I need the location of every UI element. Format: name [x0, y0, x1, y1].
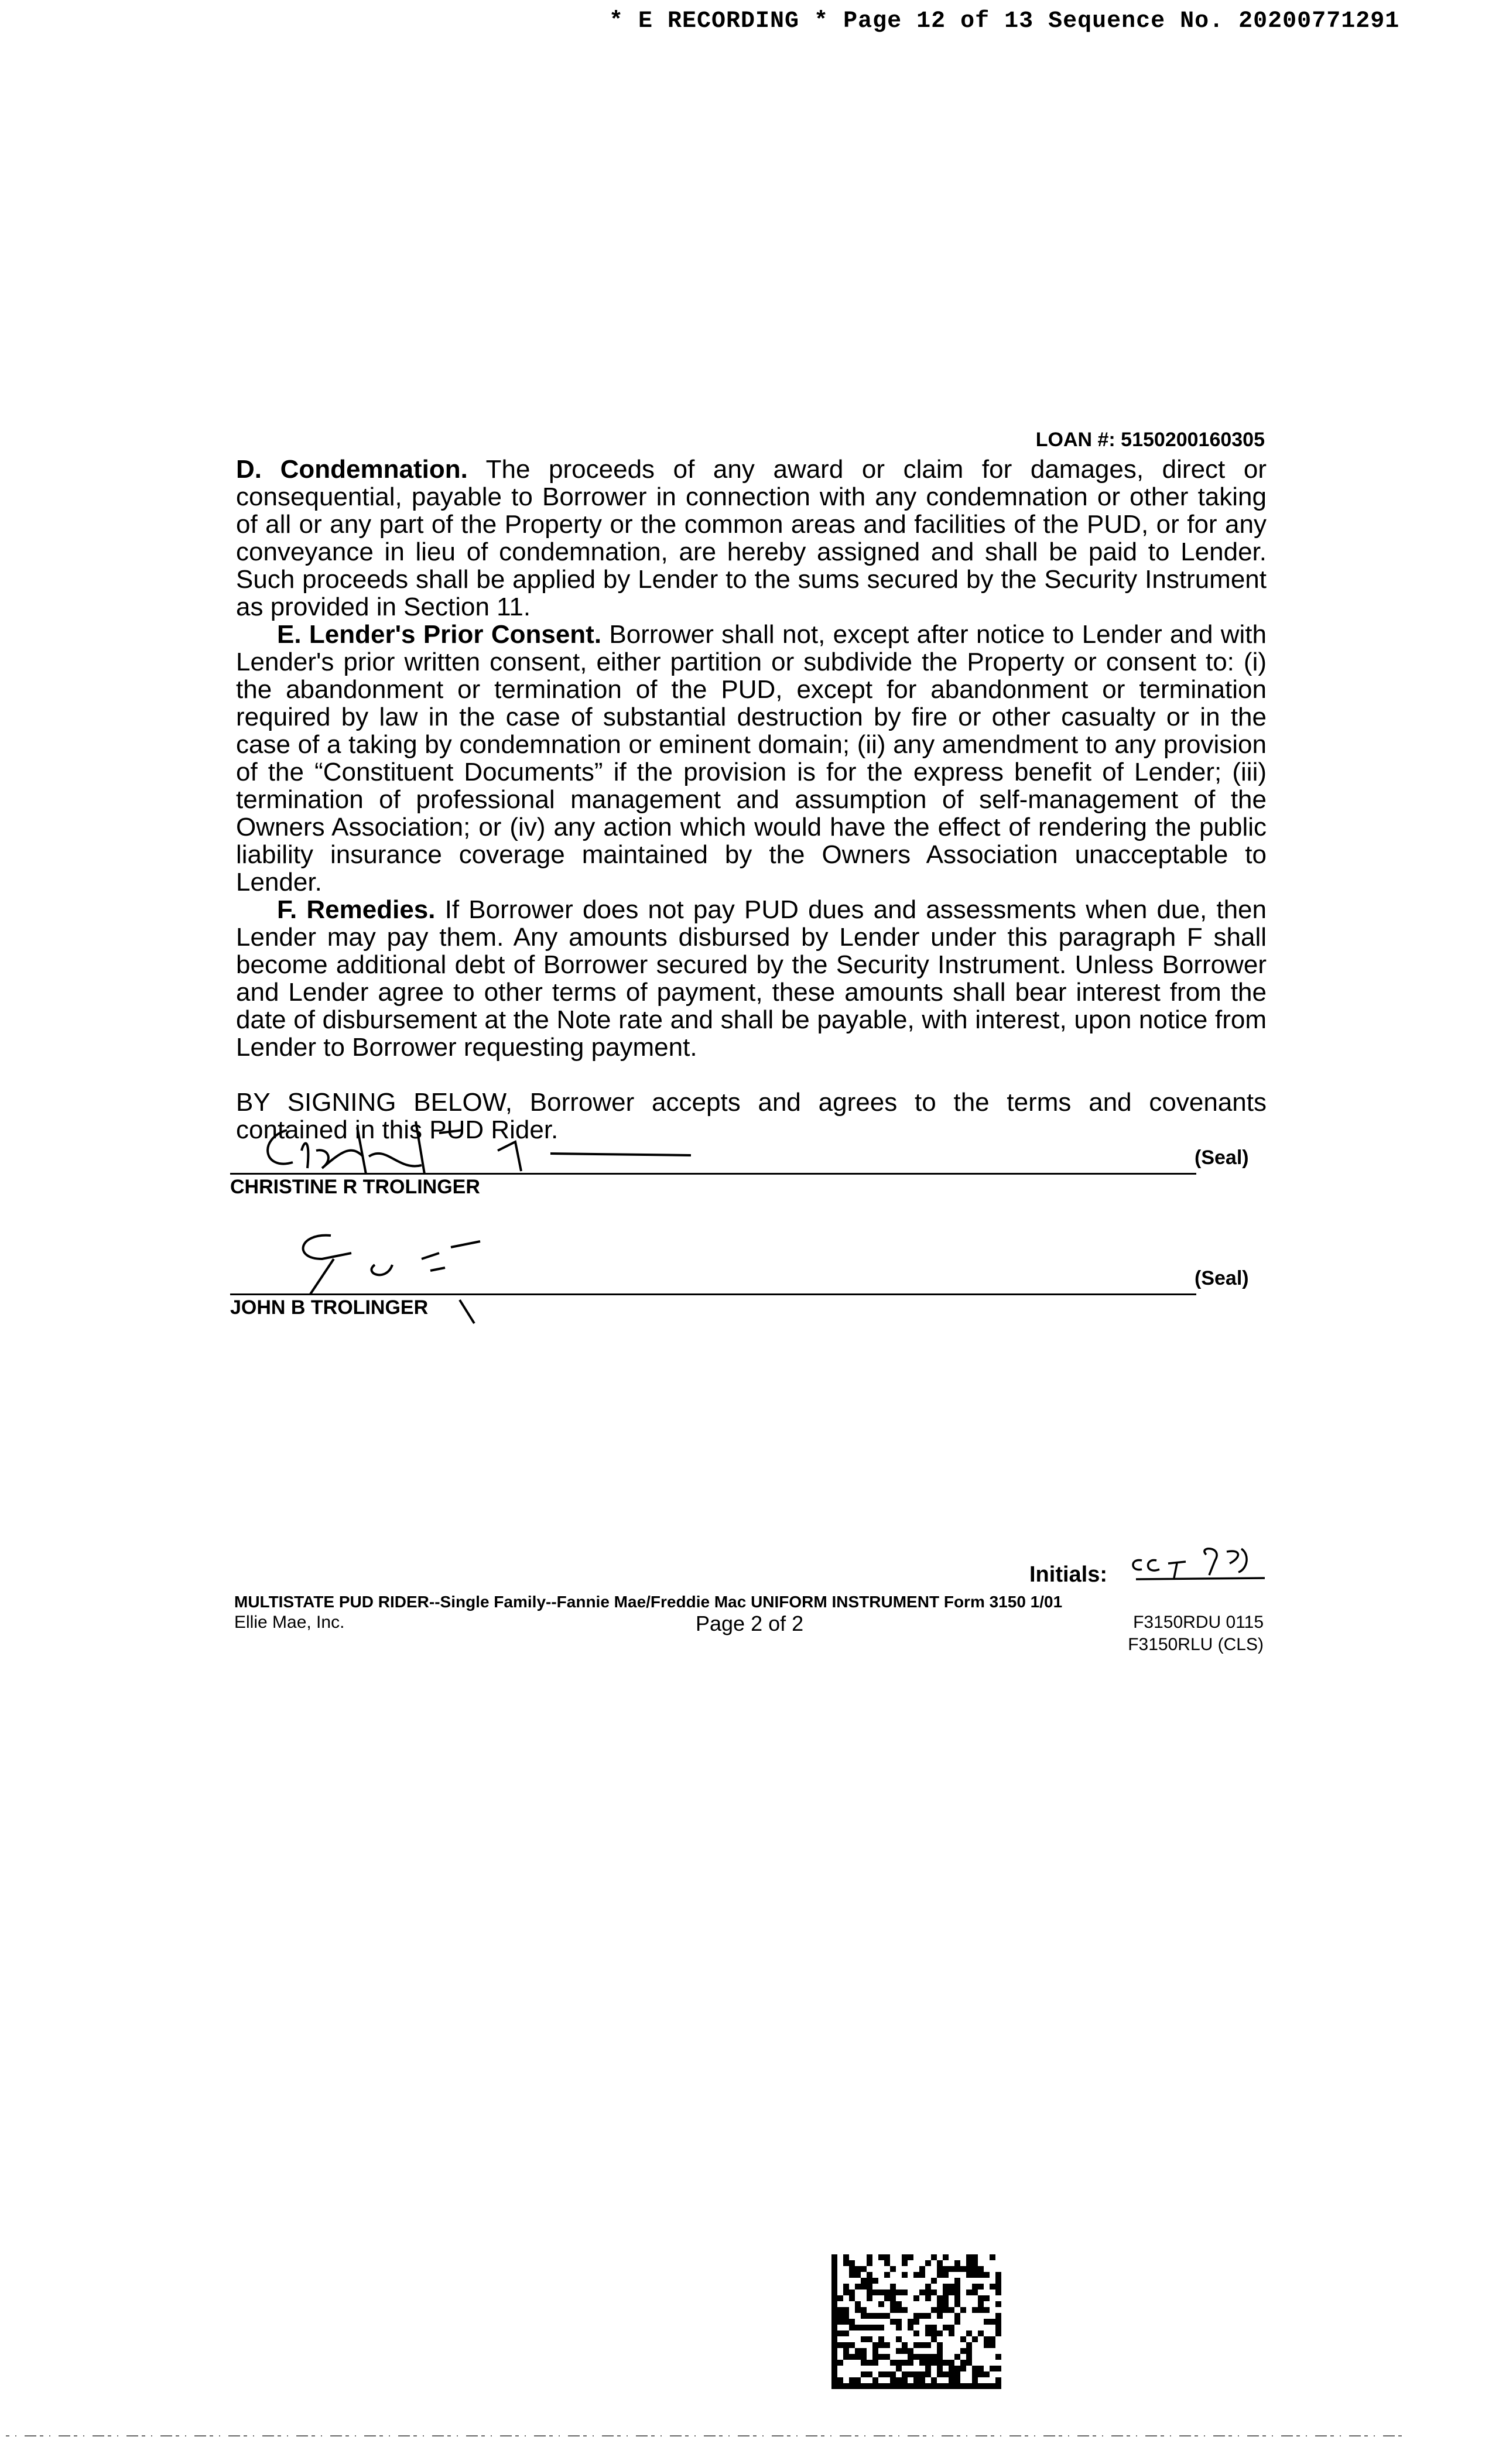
section-d [236, 456, 1267, 621]
signature-line-2 [230, 1293, 1196, 1295]
section-d-heading: D. Condemnation. [236, 455, 468, 484]
signature-line-1 [230, 1173, 1196, 1175]
document-body [236, 456, 1267, 1144]
form-code-2: F3150RLU (CLS) [1128, 1635, 1264, 1654]
initials-marks [1124, 1537, 1271, 1584]
section-f [236, 896, 1267, 1061]
form-code-1: F3150RDU 0115 [1133, 1613, 1264, 1632]
signer-name-1: CHRISTINE R TROLINGER [230, 1176, 480, 1198]
seal-1: (Seal) [1195, 1147, 1249, 1169]
recording-header: * E RECORDING * Page 12 of 13 Sequence No. 20200771291 [609, 8, 1400, 35]
section-f-text: If Borrower does not pay PUD dues and assessments when due, then Lender may pay them. Any amounts disbursed by Lender under this paragraph F shall become additional debt of Borrower secured by the Security Instrument. Unless Borrower and Lender agree to other terms of payment, these amounts shall bear interest from the date of disbursement at the Note rate and shall be payable, with interest, upon notice from Lender to Borrower requesting payment. [236, 895, 1267, 1062]
section-e-heading: E. Lender's Prior Consent. [277, 620, 602, 649]
loan-number: LOAN #: 5150200160305 [1035, 429, 1265, 451]
barcode-image [831, 2254, 1001, 2389]
signature-christine [246, 1115, 773, 1180]
signer-name-2: JOHN B TROLINGER [230, 1296, 429, 1319]
section-e-text: Borrower shall not, except after notice to Lender and with Lender's prior written consent, either partition or subdivide the Property or consent to: (i) the abandonment or termination of the PUD, except for abandonment or termination required by law in the case of substantial destruction by fire or other casualty or in the case of a taking by condemnation or eminent domain; (ii) any amendment to any provision of the “Constituent Documents” if the provision is for the express benefit of Lender; (iii) termination of professional management and assumption of self-management of the Owners Association; or (iv) any action which would have the effect of rendering the public liability insurance coverage maintained by the Owners Association unacceptable to Lender. [236, 620, 1267, 896]
scan-artifacts [0, 2430, 1499, 2442]
section-d-text: The proceeds of any award or claim for damages, direct or consequential, payable to Borrower in connection with any condemnation or other taking of all or any part of the Property or the common areas and facilities of the PUD, or for any conveyance in lieu of condemnation, are hereby assigned and shall be paid to Lender. Such proceeds shall be applied by Lender to the sums secured by the Security Instrument as provided in Section 11. [236, 455, 1267, 621]
initials-label: Initials: [1029, 1562, 1108, 1587]
company-name: Ellie Mae, Inc. [234, 1613, 345, 1632]
page-number: Page 2 of 2 [696, 1611, 804, 1635]
form-title: MULTISTATE PUD RIDER--Single Family--Fannie Mae/Freddie Mac UNIFORM INSTRUMENT Form 3150 1/01 [234, 1593, 1063, 1611]
section-e [236, 621, 1267, 896]
signing-statement: BY SIGNING BELOW, Borrower accepts and agrees to the terms and covenants contained in this PUD Rider. [236, 1088, 1267, 1144]
seal-2: (Seal) [1195, 1267, 1249, 1289]
section-f-heading: F. Remedies. [277, 895, 436, 924]
